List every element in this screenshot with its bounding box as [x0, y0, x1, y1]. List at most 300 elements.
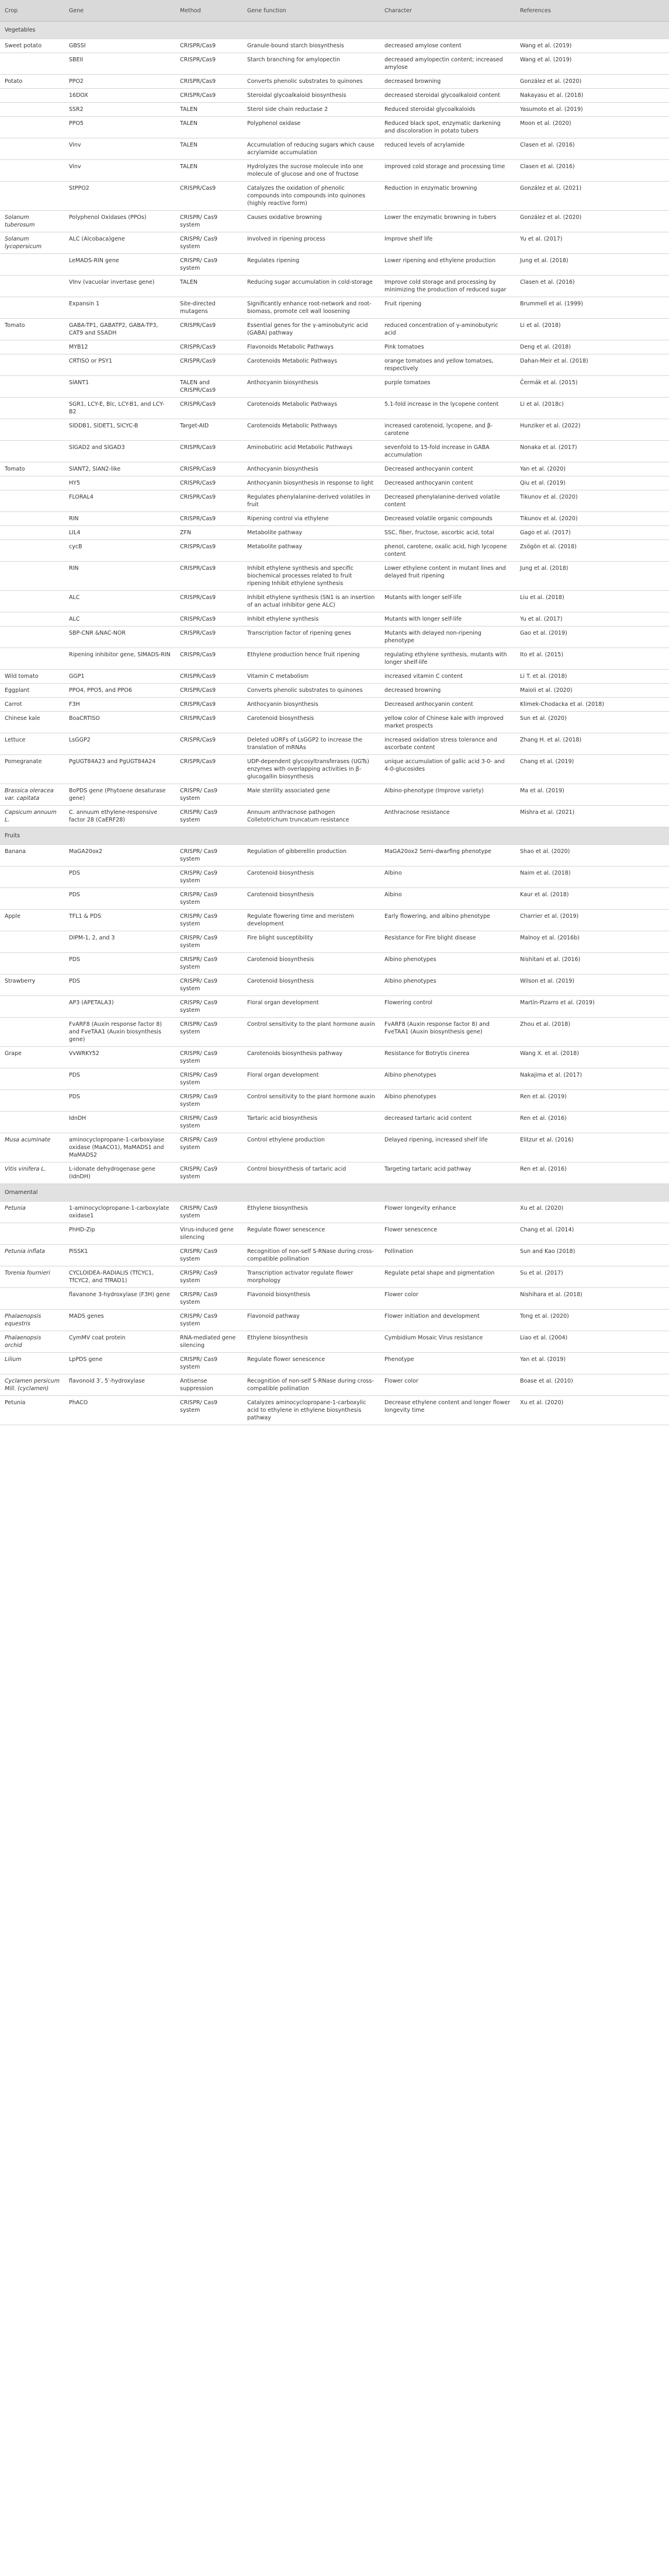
method-cell: CRISPR/ Cas9 system — [175, 254, 242, 276]
gene-function-cell: Metabolite pathway — [242, 526, 380, 540]
table-row — [0, 117, 669, 138]
gene-cell: BoPDS gene (Phytoene desaturase gene) — [64, 784, 175, 806]
reference-cell: Yan et al. (2019) — [515, 1353, 669, 1374]
method-cell: CRISPR/ Cas9 system — [175, 1090, 242, 1112]
gene-function-cell: Converts phenolic substrates to quinones — [242, 75, 380, 89]
table-row — [0, 698, 669, 712]
gene-cell: flavonoid 3′, 5′-hydroxylase — [64, 1374, 175, 1396]
crop-cell — [0, 866, 64, 888]
gene-function-cell: Anthocyanin biosynthesis — [242, 462, 380, 476]
method-cell: CRISPR/Cas9 — [175, 684, 242, 698]
gene-function-cell: Transcription factor of ripening genes — [242, 626, 380, 648]
character-cell: Cymbidium Mosaic Virus resistance — [380, 1331, 515, 1353]
gene-function-cell: Granule-bound starch biosynthesis — [242, 39, 380, 53]
gene-cell: PhACO — [64, 1396, 175, 1425]
gene-cell: LpPDS gene — [64, 1353, 175, 1374]
crop-cell: Chinese kale — [0, 712, 64, 733]
method-cell: CRISPR/ Cas9 system — [175, 953, 242, 974]
gene-cell: PDS — [64, 1068, 175, 1090]
gene-function-cell: Recognition of non-self S-RNase during cross-compatible pollination — [242, 1245, 380, 1266]
crop-cell: Phalaenopsis equestris — [0, 1310, 64, 1331]
gene-function-cell: Floral organ development — [242, 996, 380, 1018]
character-cell: Lower ethylene content in mutant lines and delayed fruit ripening — [380, 562, 515, 591]
table-row — [0, 512, 669, 526]
method-cell: CRISPR/ Cas9 system — [175, 1047, 242, 1068]
method-cell: CRISPR/Cas9 — [175, 398, 242, 419]
character-cell: Targeting tartaric acid pathway — [380, 1162, 515, 1184]
table-row — [0, 89, 669, 103]
crop-cell — [0, 1068, 64, 1090]
gene-cell: ALC — [64, 591, 175, 612]
character-cell: Reduced steroidal glycoalkaloids — [380, 103, 515, 117]
table-row — [0, 648, 669, 670]
method-cell: CRISPR/Cas9 — [175, 733, 242, 755]
method-cell: CRISPR/ Cas9 system — [175, 888, 242, 910]
method-cell: CRISPR/ Cas9 system — [175, 1288, 242, 1310]
crop-cell — [0, 276, 64, 297]
reference-cell: Tikunov et al. (2020) — [515, 490, 669, 512]
table-row — [0, 1133, 669, 1162]
character-cell: Decreased volatile organic compounds — [380, 512, 515, 526]
character-cell: Early flowering, and albino phenotype — [380, 910, 515, 931]
character-cell: Regulate petal shape and pigmentation — [380, 1266, 515, 1288]
reference-cell: Gao et al. (2019) — [515, 626, 669, 648]
method-cell: CRISPR/Cas9 — [175, 698, 242, 712]
header-row — [0, 0, 669, 22]
table-row — [0, 931, 669, 953]
gene-cell: FvARF8 (Auxin response factor 8) and FveTAA1 (Auxin biosynthesis gene) — [64, 1018, 175, 1047]
crop-cell — [0, 398, 64, 419]
reference-cell: Clasen et al. (2016) — [515, 160, 669, 182]
reference-cell: Čermák et al. (2015) — [515, 376, 669, 398]
gene-cell: StPPO2 — [64, 182, 175, 211]
method-cell: CRISPR/Cas9 — [175, 75, 242, 89]
character-cell: decreased browning — [380, 684, 515, 698]
table-row — [0, 376, 669, 398]
reference-cell: Li et al. (2018c) — [515, 398, 669, 419]
header-gene: Gene — [64, 0, 175, 22]
method-cell: CRISPR/Cas9 — [175, 712, 242, 733]
reference-cell: Wang et al. (2019) — [515, 39, 669, 53]
method-cell: CRISPR/ Cas9 system — [175, 1162, 242, 1184]
character-cell: decreased browning — [380, 75, 515, 89]
gene-function-cell: Significantly enhance root-network and root-biomass, promote cell wall loosening — [242, 297, 380, 319]
gene-cell: GGP1 — [64, 670, 175, 684]
table-row — [0, 53, 669, 75]
crop-cell — [0, 612, 64, 626]
crop-cell — [0, 1288, 64, 1310]
crop-cell: Lettuce — [0, 733, 64, 755]
table-row — [0, 1202, 669, 1223]
gene-cell: LeMADS-RIN gene — [64, 254, 175, 276]
crop-cell — [0, 931, 64, 953]
crop-cell — [0, 512, 64, 526]
crop-cell: Petunia — [0, 1202, 64, 1223]
reference-cell: Yu et al. (2017) — [515, 612, 669, 626]
gene-cell: LsGGP2 — [64, 733, 175, 755]
gene-function-cell: Control ethylene production — [242, 1133, 380, 1162]
reference-cell: Tikunov et al. (2020) — [515, 512, 669, 526]
crop-cell — [0, 626, 64, 648]
gene-function-cell: Carotenoid biosynthesis — [242, 953, 380, 974]
crop-cell: Torenia fournieri — [0, 1266, 64, 1288]
reference-cell: Tong et al. (2020) — [515, 1310, 669, 1331]
reference-cell: Sun and Kao (2018) — [515, 1245, 669, 1266]
gene-cell: MaGA20ox2 — [64, 845, 175, 866]
reference-cell: Su et al. (2017) — [515, 1266, 669, 1288]
gene-cell: 16DOX — [64, 89, 175, 103]
gene-function-cell: Polyphenol oxidase — [242, 117, 380, 138]
character-cell: unique accumulation of gallic acid 3-0- and 4-0-glucosides — [380, 755, 515, 784]
table-row — [0, 845, 669, 866]
gene-cell: AP3 (APETALA3) — [64, 996, 175, 1018]
method-cell: CRISPR/ Cas9 system — [175, 1133, 242, 1162]
table-row — [0, 182, 669, 211]
gene-cell: RIN — [64, 562, 175, 591]
character-cell: Improve shelf life — [380, 232, 515, 254]
method-cell: Antisense suppression — [175, 1374, 242, 1396]
method-cell: CRISPR/ Cas9 system — [175, 931, 242, 953]
character-cell: Decreased anthocyanin content — [380, 476, 515, 490]
table-row — [0, 1112, 669, 1133]
crop-cell — [0, 490, 64, 512]
method-cell: CRISPR/ Cas9 system — [175, 784, 242, 806]
gene-cell: Expansin 1 — [64, 297, 175, 319]
header-character: Character — [380, 0, 515, 22]
method-cell: CRISPR/ Cas9 system — [175, 974, 242, 996]
character-cell: Flower color — [380, 1374, 515, 1396]
method-cell: CRISPR/ Cas9 system — [175, 1068, 242, 1090]
table-row — [0, 712, 669, 733]
section-title: Ornamental — [0, 1184, 669, 1202]
method-cell: Target-AID — [175, 419, 242, 441]
reference-cell: Xu et al. (2020) — [515, 1396, 669, 1425]
method-cell: TALEN — [175, 160, 242, 182]
reference-cell: Nakayasu et al. (2018) — [515, 89, 669, 103]
section-title: Vegetables — [0, 22, 669, 39]
gene-cell: MADS genes — [64, 1310, 175, 1331]
character-cell: FvARF8 (Auxin response factor 8) and FveTAA1 (Auxin biosynthesis gene) — [380, 1018, 515, 1047]
reference-cell: Chang et al. (2014) — [515, 1223, 669, 1245]
crop-cell: Tomato — [0, 462, 64, 476]
gene-function-cell: Fire blight susceptibility — [242, 931, 380, 953]
character-cell: SSC, fiber, fructose, ascorbic acid, total — [380, 526, 515, 540]
character-cell: Lower ripening and ethylene production — [380, 254, 515, 276]
gene-cell: LIL4 — [64, 526, 175, 540]
method-cell: TALEN and CRISPR/Cas9 — [175, 376, 242, 398]
reference-cell: Jung et al. (2018) — [515, 254, 669, 276]
table-row — [0, 562, 669, 591]
method-cell: RNA-mediated gene silencing — [175, 1331, 242, 1353]
reference-cell: Hunziker et al. (2022) — [515, 419, 669, 441]
gene-function-cell: Ethylene biosynthesis — [242, 1331, 380, 1353]
reference-cell: Yan et al. (2020) — [515, 462, 669, 476]
crop-cell: Solanum tuberosum — [0, 211, 64, 232]
table-row — [0, 733, 669, 755]
crop-cell — [0, 297, 64, 319]
gene-function-cell: Anthocyanin biosynthesis — [242, 376, 380, 398]
gene-function-cell: Flavonoids Metabolic Pathways — [242, 340, 380, 354]
table-row — [0, 612, 669, 626]
reference-cell: Yasumoto et al. (2019) — [515, 103, 669, 117]
gene-cell: L-idonate dehydrogenase gene (IdnDH) — [64, 1162, 175, 1184]
table-row — [0, 398, 669, 419]
reference-cell: Brummell et al. (1999) — [515, 297, 669, 319]
table-row — [0, 1047, 669, 1068]
reference-cell: Wang et al. (2019) — [515, 53, 669, 75]
gene-cell: SlDDB1, SlDET1, SlCYC-B — [64, 419, 175, 441]
crop-cell — [0, 89, 64, 103]
method-cell: TALEN — [175, 276, 242, 297]
gene-function-cell: Hydrolyzes the sucrose molecule into one molecule of glucose and one of fructose — [242, 160, 380, 182]
gene-cell: SlANT1 — [64, 376, 175, 398]
crop-cell — [0, 160, 64, 182]
reference-cell: Martín-Pizarro et al. (2019) — [515, 996, 669, 1018]
crop-cell — [0, 1223, 64, 1245]
gene-function-cell: Reducing sugar accumulation in cold-storage — [242, 276, 380, 297]
gene-function-cell: Carotenoids Metabolic Pathways — [242, 419, 380, 441]
crop-cell: Tomato — [0, 319, 64, 340]
crop-cell: Solanum lycopersicum — [0, 232, 64, 254]
method-cell: CRISPR/Cas9 — [175, 626, 242, 648]
gene-cell: SlGAD2 and SlGAD3 — [64, 441, 175, 462]
reference-cell: Mishra et al. (2021) — [515, 806, 669, 827]
character-cell: Anthracnose resistance — [380, 806, 515, 827]
gene-cell: SBP-CNR &NAC-NOR — [64, 626, 175, 648]
method-cell: CRISPR/Cas9 — [175, 476, 242, 490]
table-row — [0, 1310, 669, 1331]
table-row — [0, 1288, 669, 1310]
table-row — [0, 974, 669, 996]
method-cell: CRISPR/Cas9 — [175, 53, 242, 75]
reference-cell: Chang et al. (2019) — [515, 755, 669, 784]
gene-function-cell: Floral organ development — [242, 1068, 380, 1090]
reference-cell: Liu et al. (2018) — [515, 591, 669, 612]
reference-cell: Li et al. (2018) — [515, 319, 669, 340]
table-row — [0, 670, 669, 684]
gene-cell: ALC — [64, 612, 175, 626]
gene-function-cell: Ethylene biosynthesis — [242, 1202, 380, 1223]
character-cell: reduced levels of acrylamide — [380, 138, 515, 160]
gene-cell: CYCLOIDEA–RADIALIS (TfCYC1, TfCYC2, and TfRAD1) — [64, 1266, 175, 1288]
gene-cell: BoaCRTISO — [64, 712, 175, 733]
gene-cell: PPO2 — [64, 75, 175, 89]
character-cell: Flower color — [380, 1288, 515, 1310]
method-cell: Site-directed mutagens — [175, 297, 242, 319]
reference-cell: Ren et al. (2016) — [515, 1112, 669, 1133]
method-cell: CRISPR/Cas9 — [175, 89, 242, 103]
reference-cell: Liao et al. (2004) — [515, 1331, 669, 1353]
gene-cell: GBSSI — [64, 39, 175, 53]
method-cell: CRISPR/Cas9 — [175, 441, 242, 462]
gene-function-cell: Flavonoid pathway — [242, 1310, 380, 1331]
method-cell: CRISPR/Cas9 — [175, 39, 242, 53]
crop-cell: Petunia inflata — [0, 1245, 64, 1266]
table-row — [0, 1374, 669, 1396]
character-cell: regulating ethylene synthesis, mutants with longer shelf-life — [380, 648, 515, 670]
table-row — [0, 1396, 669, 1425]
gene-cell: SGR1, LCY-E, Blc, LCY-B1, and LCY-B2 — [64, 398, 175, 419]
gene-cell: VvWRKY52 — [64, 1047, 175, 1068]
gene-cell: Ripening inhibitor gene, SlMADS-RIN — [64, 648, 175, 670]
gene-cell: VInv (vacuolar invertase gene) — [64, 276, 175, 297]
table-row — [0, 806, 669, 827]
table-row — [0, 1353, 669, 1374]
method-cell: CRISPR/ Cas9 system — [175, 1353, 242, 1374]
crop-cell — [0, 419, 64, 441]
gene-function-cell: Carotenoids Metabolic Pathways — [242, 398, 380, 419]
gene-function-cell: Transcription activator regulate flower morphology — [242, 1266, 380, 1288]
gene-cell: PDS — [64, 953, 175, 974]
reference-cell: Nishihara et al. (2018) — [515, 1288, 669, 1310]
gene-cell: PDS — [64, 1090, 175, 1112]
character-cell: Mutants with delayed non-ripening phenotype — [380, 626, 515, 648]
crop-cell — [0, 996, 64, 1018]
table-row — [0, 138, 669, 160]
character-cell: reduced concentration of γ-aminobutyric acid — [380, 319, 515, 340]
method-cell: CRISPR/Cas9 — [175, 562, 242, 591]
table-row — [0, 476, 669, 490]
gene-function-cell: Regulate flower senescence — [242, 1223, 380, 1245]
character-cell: MaGA20ox2 Semi-dwarfing phenotype — [380, 845, 515, 866]
method-cell: CRISPR/ Cas9 system — [175, 1202, 242, 1223]
gene-function-cell: Metabolite pathway — [242, 540, 380, 562]
character-cell: decreased tartaric acid content — [380, 1112, 515, 1133]
method-cell: CRISPR/Cas9 — [175, 462, 242, 476]
gene-function-cell: Causes oxidative browning — [242, 211, 380, 232]
gene-function-cell: Vitamin C metabolism — [242, 670, 380, 684]
table-row — [0, 1018, 669, 1047]
gene-cell: TFL1 & PDS — [64, 910, 175, 931]
gene-function-cell: Ripening control via ethylene — [242, 512, 380, 526]
method-cell: CRISPR/Cas9 — [175, 648, 242, 670]
table-row — [0, 1223, 669, 1245]
gene-function-cell: Tartaric acid biosynthesis — [242, 1112, 380, 1133]
table-row — [0, 354, 669, 376]
table-row — [0, 1090, 669, 1112]
reference-cell: González et al. (2021) — [515, 182, 669, 211]
table-row — [0, 888, 669, 910]
gene-cell: C. annuum ethylene-responsive factor 28 (CaERF28) — [64, 806, 175, 827]
method-cell: CRISPR/ Cas9 system — [175, 1396, 242, 1425]
crop-cell: Vitis vinifera L. — [0, 1162, 64, 1184]
gene-function-cell: Deleted uORFs of LsGGP2 to increase the translation of mRNAs — [242, 733, 380, 755]
method-cell: CRISPR/ Cas9 system — [175, 1018, 242, 1047]
character-cell: sevenfold to 15-fold increase in GABA accumulation — [380, 441, 515, 462]
gene-function-cell: Carotenoids biosynthesis pathway — [242, 1047, 380, 1068]
character-cell: Flower initiation and development — [380, 1310, 515, 1331]
method-cell: CRISPR/Cas9 — [175, 612, 242, 626]
character-cell: Albino-phenotype (Improve variety) — [380, 784, 515, 806]
gene-cell: PPO4, PPO5, and PPO6 — [64, 684, 175, 698]
table-row — [0, 1245, 669, 1266]
crop-cell: Apple — [0, 910, 64, 931]
reference-cell: Nishitani et al. (2016) — [515, 953, 669, 974]
reference-cell: Ren et al. (2019) — [515, 1090, 669, 1112]
reference-cell: Elitzur et al. (2016) — [515, 1133, 669, 1162]
table-row — [0, 526, 669, 540]
crop-cell: Wild tomato — [0, 670, 64, 684]
gene-function-cell: Essential genes for the γ-aminobutyric acid (GABA) pathway — [242, 319, 380, 340]
gene-cell: RIN — [64, 512, 175, 526]
gene-cell: PDS — [64, 866, 175, 888]
gene-function-cell: Converts phenolic substrates to quinones — [242, 684, 380, 698]
table-row — [0, 103, 669, 117]
method-cell: CRISPR/ Cas9 system — [175, 866, 242, 888]
crop-cell — [0, 953, 64, 974]
crop-cell — [0, 441, 64, 462]
character-cell: Improve cold storage and processing by minimizing the production of reduced sugar — [380, 276, 515, 297]
reference-cell: Wilson et al. (2019) — [515, 974, 669, 996]
table-row — [0, 75, 669, 89]
table-row — [0, 39, 669, 53]
character-cell: Reduction in enzymatic browning — [380, 182, 515, 211]
method-cell: CRISPR/Cas9 — [175, 670, 242, 684]
gene-function-cell: Steroidal glycoalkaloid biosynthesis — [242, 89, 380, 103]
crop-cell — [0, 540, 64, 562]
character-cell: Decreased anthocyanin content — [380, 698, 515, 712]
crop-cell: Capsicum annuum L. — [0, 806, 64, 827]
reference-cell: Malnoy et al. (2016b) — [515, 931, 669, 953]
gene-cell: CRTISO or PSY1 — [64, 354, 175, 376]
gene-cell: IdnDH — [64, 1112, 175, 1133]
reference-cell: Ren et al. (2016) — [515, 1162, 669, 1184]
method-cell: CRISPR/ Cas9 system — [175, 910, 242, 931]
character-cell: decreased amylopectin content; increased amylose — [380, 53, 515, 75]
character-cell: Flowering control — [380, 996, 515, 1018]
method-cell: CRISPR/Cas9 — [175, 340, 242, 354]
character-cell: Mutants with longer self-life — [380, 591, 515, 612]
crop-cell: Petunia — [0, 1396, 64, 1425]
table-row — [0, 1331, 669, 1353]
gene-function-cell: Regulate flowering time and meristem development — [242, 910, 380, 931]
table-row — [0, 297, 669, 319]
crop-cell: Eggplant — [0, 684, 64, 698]
character-cell: Albino — [380, 866, 515, 888]
character-cell: Flower longevity enhance — [380, 1202, 515, 1223]
table-row — [0, 910, 669, 931]
gene-cell: 1-aminocyclopropane-1-carboxylate oxidase1 — [64, 1202, 175, 1223]
section-row-fruits — [0, 827, 669, 845]
method-cell: CRISPR/ Cas9 system — [175, 1266, 242, 1288]
section-title: Fruits — [0, 827, 669, 845]
reference-cell: Nakajima et al. (2017) — [515, 1068, 669, 1090]
table-row — [0, 996, 669, 1018]
table-row — [0, 276, 669, 297]
gene-cell: PDS — [64, 974, 175, 996]
reference-cell: Li T. et al. (2018) — [515, 670, 669, 684]
character-cell: Albino phenotypes — [380, 1090, 515, 1112]
gene-function-cell: Carotenoid biosynthesis — [242, 888, 380, 910]
method-cell: CRISPR/Cas9 — [175, 512, 242, 526]
crop-cell: Sweet potato — [0, 39, 64, 53]
gene-cell: ALC (Alcobaca)gene — [64, 232, 175, 254]
character-cell: purple tomatoes — [380, 376, 515, 398]
crop-cell: Cyclamen persicum Mill. (cyclamen) — [0, 1374, 64, 1396]
table-row — [0, 755, 669, 784]
table-row — [0, 490, 669, 512]
reference-cell: Xu et al. (2020) — [515, 1202, 669, 1223]
crop-cell — [0, 53, 64, 75]
gene-function-cell: Sterol side chain reductase 2 — [242, 103, 380, 117]
gene-function-cell: Regulates ripening — [242, 254, 380, 276]
gene-function-cell: Carotenoid biosynthesis — [242, 974, 380, 996]
gene-function-cell: Carotenoids Metabolic Pathways — [242, 354, 380, 376]
header-method: Method — [175, 0, 242, 22]
method-cell: CRISPR/Cas9 — [175, 591, 242, 612]
method-cell: CRISPR/Cas9 — [175, 319, 242, 340]
reference-cell: Klimek-Chodacka et al. (2018) — [515, 698, 669, 712]
